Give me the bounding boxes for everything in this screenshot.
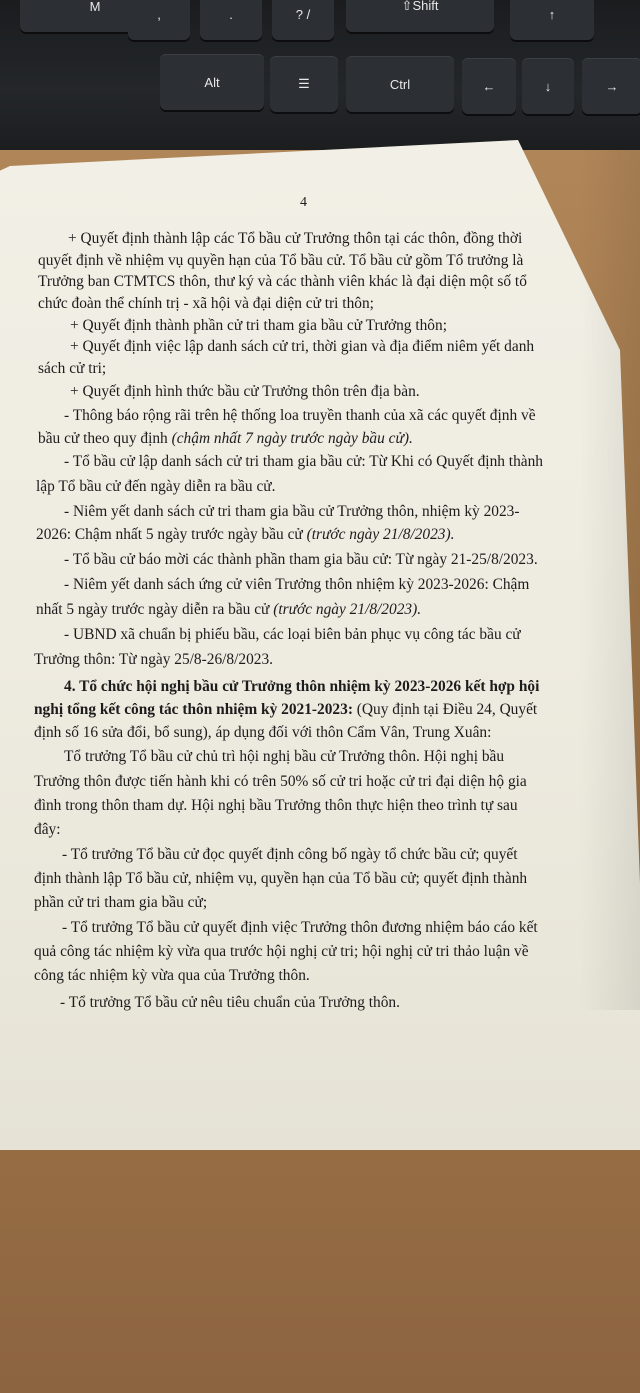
slash-key[interactable]: ? / (272, 0, 334, 40)
doc-line: - Tổ bầu cử báo mời các thành phần tham gia bầu cử: Từ ngày 21-25/8/2023. (64, 551, 538, 568)
menu-key[interactable]: ☰ (270, 56, 338, 112)
doc-line: định thành lập Tổ bầu cử, nhiệm vụ, quyền hạn của Tổ bầu cử; quyết định thành (34, 870, 528, 887)
period-key[interactable]: . (200, 0, 262, 40)
m-key[interactable]: M (20, 0, 170, 32)
doc-line: chức đoàn thể chính trị - xã hội và đại diện cử tri thôn; (38, 295, 374, 312)
doc-text: nhất 5 ngày trước ngày diễn ra bầu cử (36, 601, 274, 618)
doc-line: công tác nhiệm kỳ vừa qua của Trưởng thôn. (34, 967, 310, 984)
doc-line: - Niêm yết danh sách ứng cử viên Trưởng thôn nhiệm kỳ 2023-2026: Chậm (64, 576, 530, 593)
doc-line: Tổ trưởng Tổ bầu cử chủ trì hội nghị bầu cử Trưởng thôn. Hội nghị bầu (64, 748, 505, 765)
doc-line: định số 16 sửa đổi, bổ sung), áp dụng đối với thôn Cẩm Vân, Trung Xuân: (34, 724, 492, 741)
doc-bold: nghị tổng kết công tác thôn nhiệm kỳ 2021-2023: (34, 701, 353, 718)
doc-line: - Niêm yết danh sách cử tri tham gia bầu cử Trưởng thôn, nhiệm kỳ 2023- (64, 503, 520, 520)
doc-italic: (chậm nhất 7 ngày trước ngày bầu cử). (171, 430, 413, 447)
doc-line: + Quyết định hình thức bầu cử Trưởng thôn trên địa bàn. (70, 383, 420, 400)
doc-line: + Quyết định thành phần cử tri tham gia bầu cử Trưởng thôn; (70, 317, 447, 334)
doc-italic: (trước ngày 21/8/2023). (273, 601, 422, 618)
doc-line: - Tổ trưởng Tổ bầu cử nêu tiêu chuẩn của Trưởng thôn. (60, 994, 400, 1011)
doc-line: quyết định về nhiệm vụ quyền hạn của Tổ bầu cử. Tổ bầu cử gồm Tổ trưởng là (38, 252, 524, 269)
doc-line: sách cử tri; (38, 360, 107, 377)
shift-key[interactable]: ⇧Shift (346, 0, 494, 32)
doc-line: phần cử tri tham gia bầu cử; (34, 894, 208, 911)
doc-line: quả công tác nhiệm kỳ vừa qua trước hội nghị cử tri; hội nghị cử tri thảo luận về (34, 943, 529, 960)
left-arrow-key[interactable]: ← (462, 58, 516, 114)
doc-text: 2026: Chậm nhất 5 ngày trước ngày bầu cử (36, 526, 307, 543)
doc-line: Trưởng thôn: Từ ngày 25/8-26/8/2023. (34, 651, 274, 668)
doc-heading: 4. Tổ chức hội nghị bầu cử Trưởng thôn nhiệm kỳ 2023-2026 kết hợp hội (64, 678, 540, 695)
doc-line (34, 699, 537, 721)
doc-italic: (trước ngày 21/8/2023). (306, 526, 455, 543)
doc-line: Trưởng thôn được tiến hành khi có trên 50% số cử tri hoặc cử tri đại diện hộ gia (34, 773, 527, 790)
doc-line: - Tổ bầu cử lập danh sách cử tri tham gia bầu cử: Từ Khi có Quyết định thành (64, 453, 544, 470)
doc-line: - Tổ trưởng Tổ bầu cử đọc quyết định công bố ngày tổ chức bầu cử; quyết (62, 846, 518, 863)
doc-line: + Quyết định việc lập danh sách cử tri, thời gian và địa điểm niêm yết danh (70, 338, 535, 355)
doc-text: bầu cử theo quy định (38, 430, 172, 447)
doc-line: đình trong thôn tham dự. Hội nghị bầu Trưởng thôn thực hiện theo trình tự sau (34, 797, 518, 814)
right-arrow-key[interactable]: → (582, 58, 640, 114)
doc-line (38, 428, 413, 450)
comma-key[interactable]: , (128, 0, 190, 40)
ctrl-key[interactable]: Ctrl (346, 56, 454, 112)
page-number: 4 (300, 195, 307, 210)
doc-line: - UBND xã chuẩn bị phiếu bầu, các loại biên bản phục vụ công tác bầu cử (64, 626, 521, 643)
doc-line: - Thông báo rộng rãi trên hệ thống loa truyền thanh của xã các quyết định về (64, 407, 536, 424)
doc-line: đây: (34, 821, 61, 838)
down-arrow-key[interactable]: ↓ (522, 58, 574, 114)
doc-line (36, 599, 421, 621)
alt-key[interactable]: Alt (160, 54, 264, 110)
doc-line: - Tổ trưởng Tổ bầu cử quyết định việc Trưởng thôn đương nhiệm báo cáo kết (62, 919, 538, 936)
doc-line (36, 524, 454, 546)
doc-line: lập Tổ bầu cử đến ngày diễn ra bầu cử. (36, 478, 276, 495)
up-arrow-key[interactable]: ↑ (510, 0, 594, 40)
doc-line: Trưởng ban CTMTCS thôn, thư ký và các thành viên khác là đại diện một số tổ (38, 273, 527, 290)
doc-line: + Quyết định thành lập các Tổ bầu cử Trưởng thôn tại các thôn, đồng thời (68, 230, 523, 247)
doc-text: (Quy định tại Điều 24, Quyết (352, 701, 538, 718)
